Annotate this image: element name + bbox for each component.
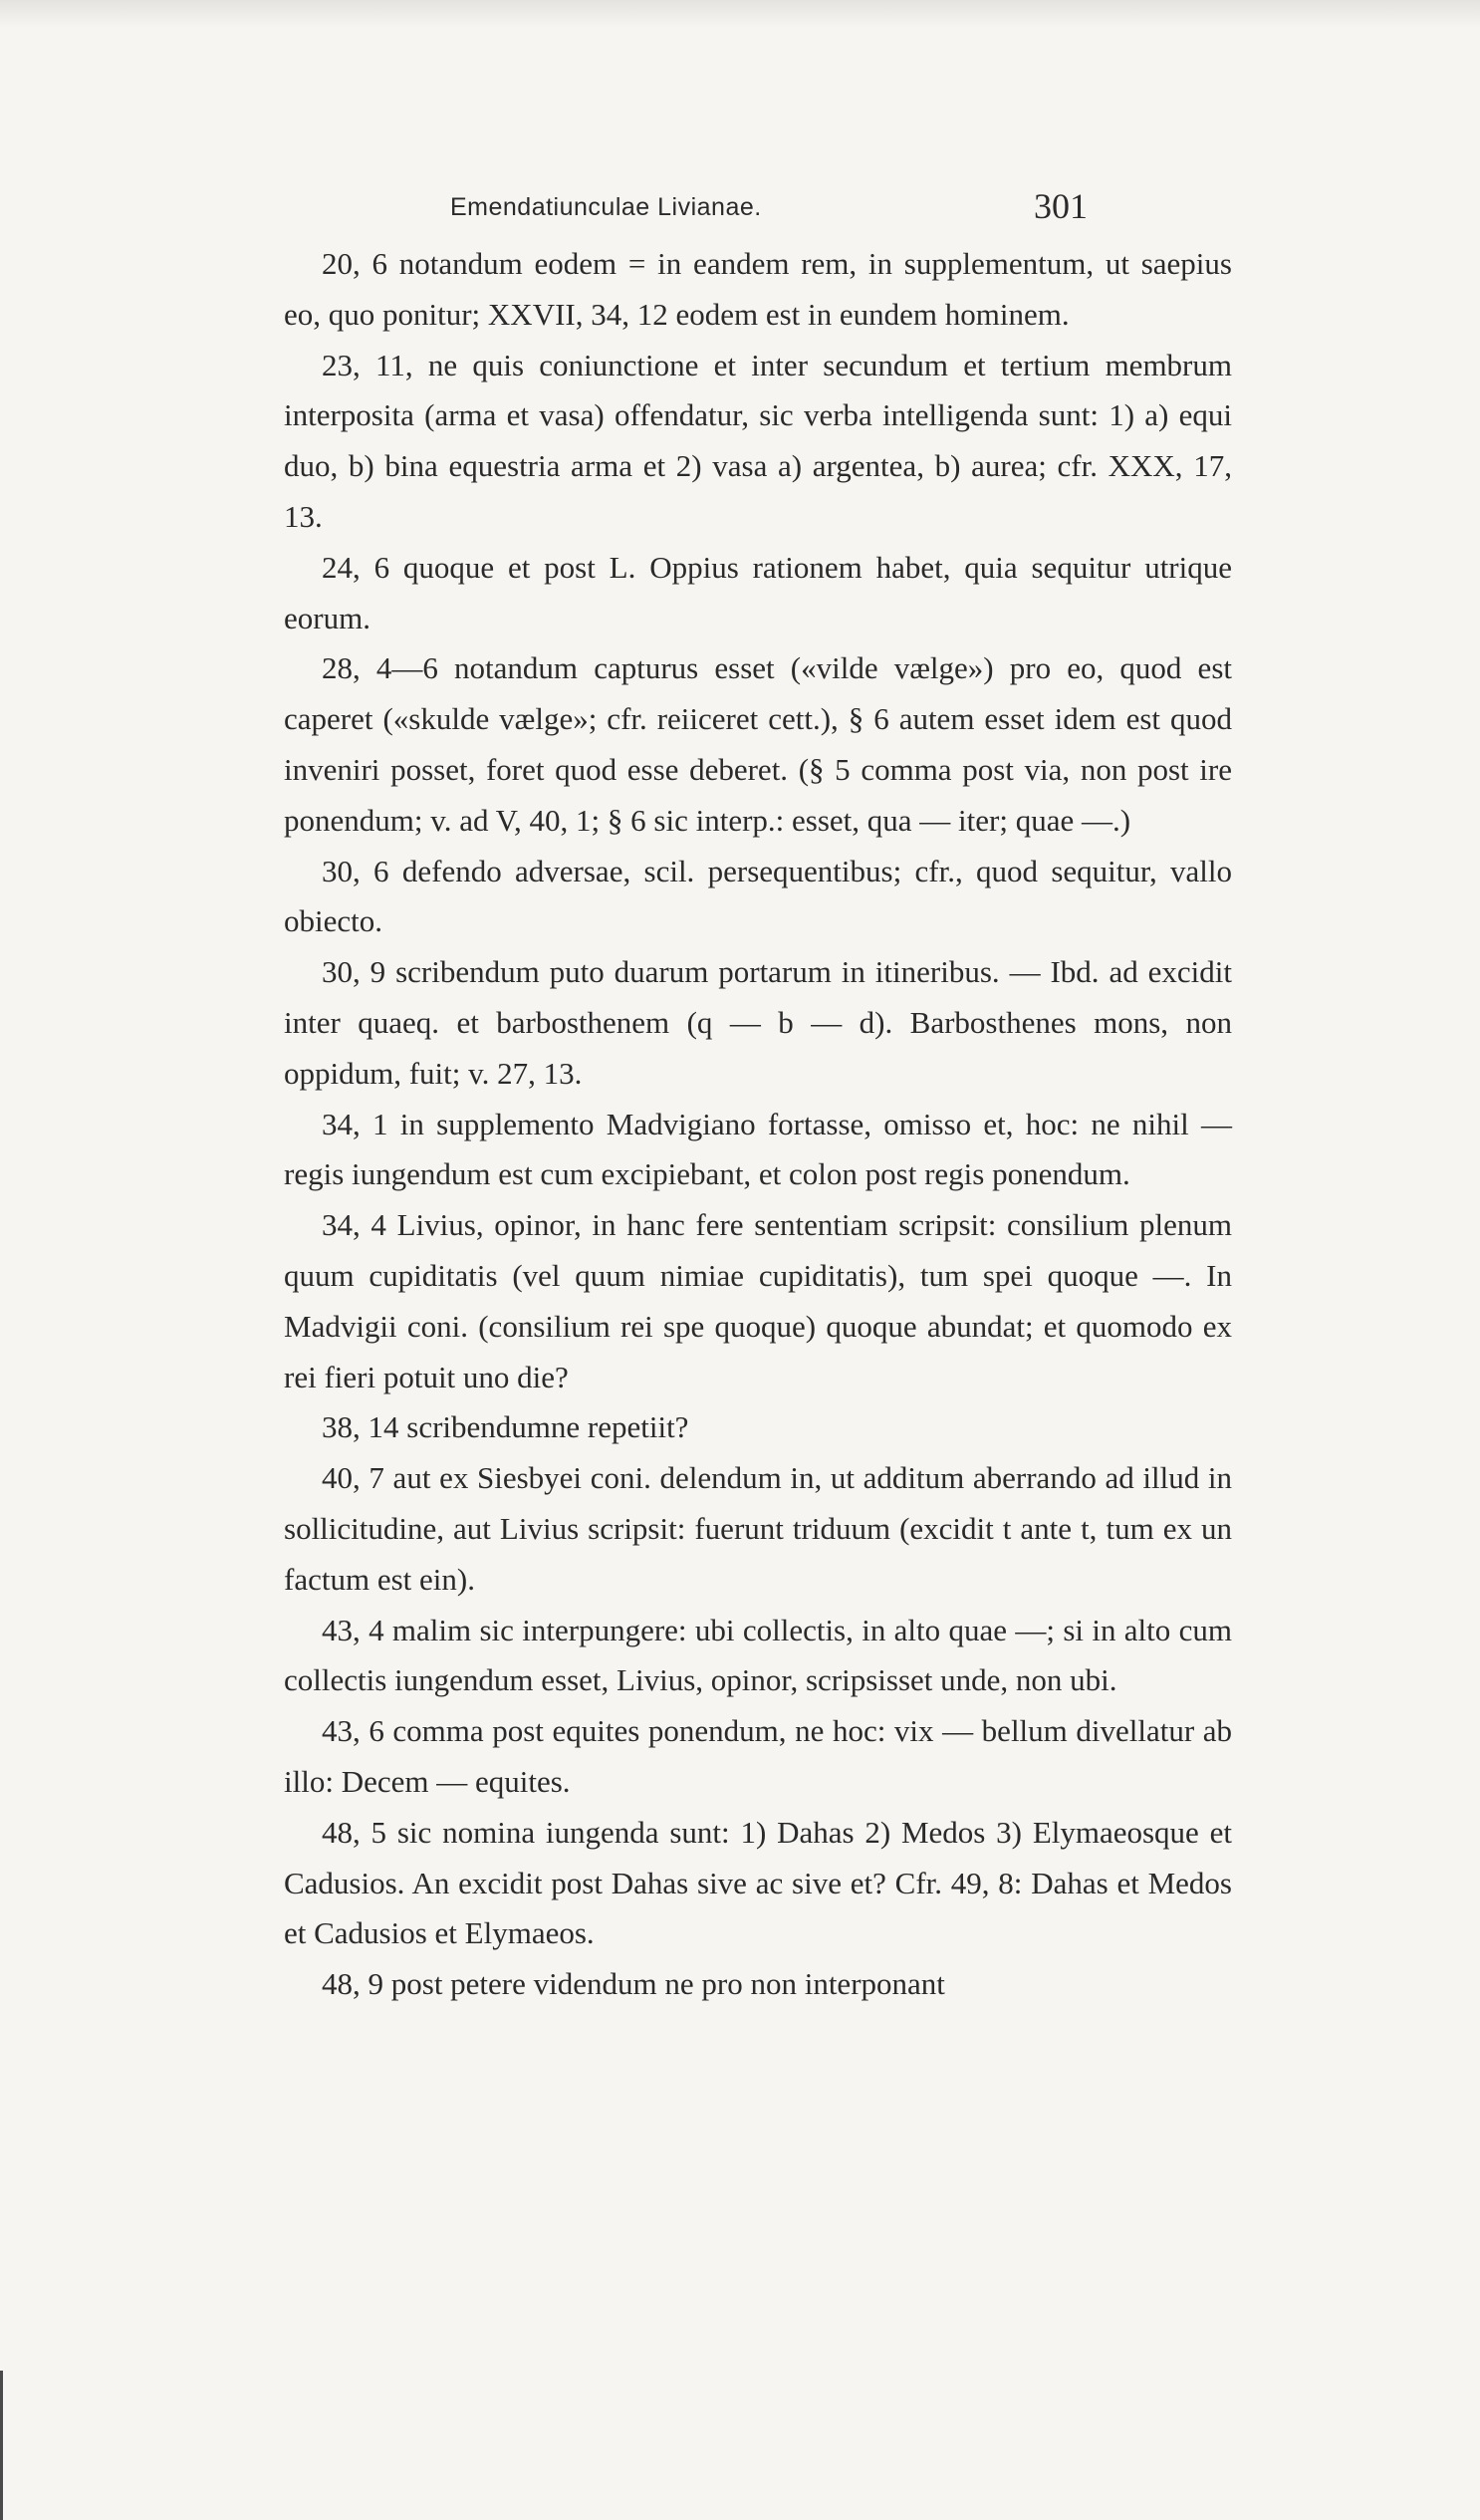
paragraph-2: 23, 11, ne quis coniunctione et inter secundum et tertium membrum interposita (arma et vasa) offendatur, sic verba intelligenda sunt: 1) a) equi duo, b) bina equestria arma et 2) vasa a) argentea, b) aurea; cfr. XXX, 17, 13. [284,347,1232,534]
paragraph-10: 40, 7 aut ex Siesbyei coni. delendum in, ut additum aberrando ad illud in sollicitudine, aut Livius scripsit: fuerunt triduum (excidit t ante t, tum ex un factum est ein). [284,1460,1232,1597]
paragraph-1: 20, 6 notandum eodem = in eandem rem, in supplementum, ut saepius eo, quo ponitur; XXVII, 34, 12 eodem est in eundem hominem. [284,246,1232,332]
paragraph-4: 28, 4—6 notandum capturus esset («vilde vælge») pro eo, quod est caperet («skulde vælge»; cfr. reiiceret cett.), § 6 autem esset idem est quod inveniri posset, foret quod esse deberet. (§ 5 comma post via, non post ire ponendum; v. ad V, 40, 1; § 6 sic interp.: esset, qua — iter; quae —.) [284,650,1232,838]
paragraph-14: 48, 9 post petere videndum ne pro non interponant [322,1966,945,2002]
page-edge-mark [0,2371,3,2520]
running-title: Emendatiunculae Livianae. [450,193,762,221]
paragraph-6: 30, 9 scribendum puto duarum portarum in itineribus. — Ibd. ad excidit inter quaeq. et barbosthenem (q — b — d). Barbosthenes mons, non oppidum, fuit; v. 27, 13. [284,954,1232,1091]
paragraph-7: 34, 1 in supplemento Madvigiano fortasse, omisso et, hoc: ne nihil — regis iungendum est cum excipiebant, et colon post regis ponendum. [284,1106,1232,1192]
page-top-shadow [0,0,1480,28]
page-number: 301 [1034,186,1088,226]
paragraph-3: 24, 6 quoque et post L. Oppius rationem habet, quia sequitur utrique eorum. [284,549,1232,635]
paragraph-11: 43, 4 malim sic interpungere: ubi collectis, in alto quae —; si in alto cum collectis iungendum esset, Livius, opinor, scripsisset unde, non ubi. [284,1612,1232,1698]
paragraph-13: 48, 5 sic nomina iungenda sunt: 1) Dahas 2) Medos 3) Elymaeosque et Cadusios. An excidit post Dahas sive ac sive et? Cfr. 49, 8: Dahas et Medos et Cadusios et Elymaeos. [284,1814,1232,1951]
body-text [284,239,1232,2010]
paragraph-12: 43, 6 comma post equites ponendum, ne hoc: vix — bellum divellatur ab illo: Decem — equites. [284,1713,1232,1799]
page-header [450,186,1088,229]
paragraph-8: 34, 4 Livius, opinor, in hanc fere sententiam scripsit: consilium plenum quum cupiditatis (vel quum nimiae cupiditatis), tum spei quoque —. In Madvigii coni. (consilium rei spe quoque) quoque abundat; et quomodo ex rei fieri potuit uno die? [284,1207,1232,1394]
paragraph-9: 38, 14 scribendumne repetiit? [322,1409,689,1445]
paragraph-5: 30, 6 defendo adversae, scil. persequentibus; cfr., quod sequitur, vallo obiecto. [284,853,1232,939]
